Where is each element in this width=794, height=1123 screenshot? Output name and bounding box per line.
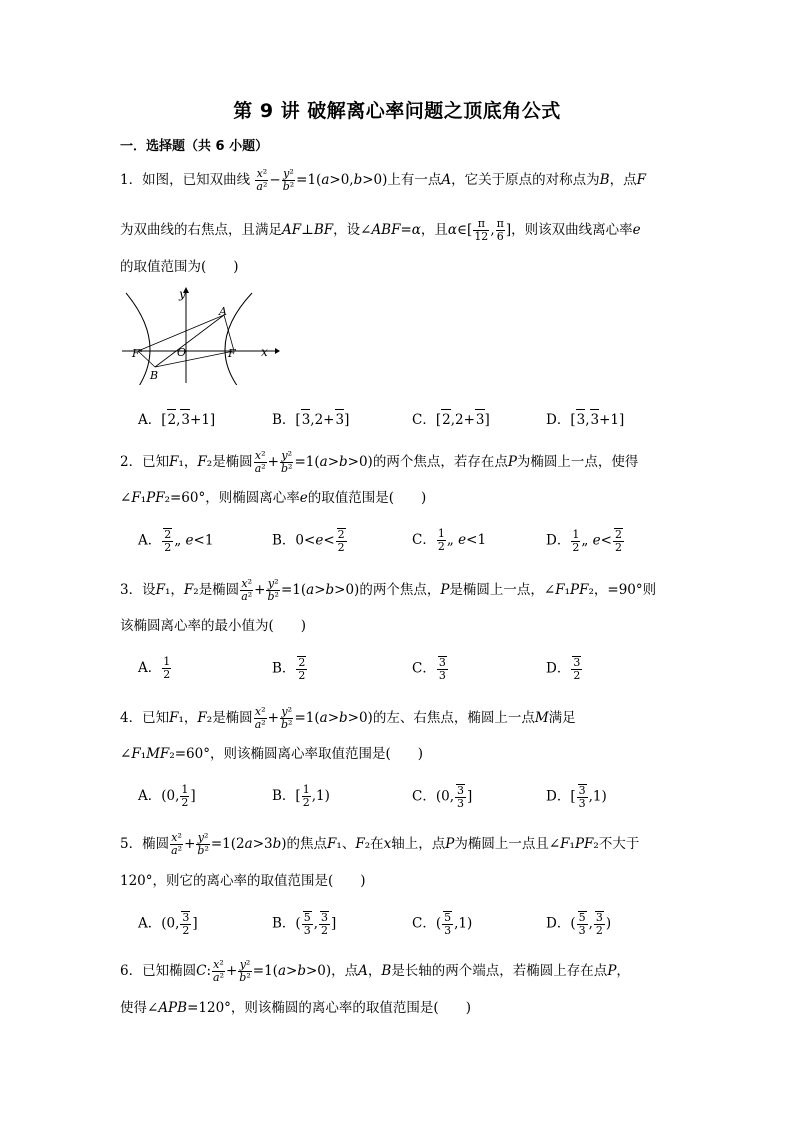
q2-line1: 2．已知F₁，F₂是椭圆 $\frac{\text{x²}}{\text{a²}}$ + $\frac{\text{y²}}{\text{b²}}$ =1(a>b>0)的两个焦点，若存在点P为椭圆上一点，使得 — [120, 449, 639, 475]
q1-option-b[interactable]: B．[3,2+3] — [272, 409, 349, 430]
fig-label-b: B — [150, 369, 159, 382]
q1-option-d[interactable]: D．[3,3+1] — [546, 409, 624, 430]
q6-line1: 6．已知椭圆C: $\frac{\text{x²}}{\text{a²}}$ + $\frac{\text{y²}}{\text{b²}}$ =1(a>b>0)，点A，B是长轴的两个端点，若椭圆上存在点P， — [120, 958, 630, 984]
q4-option-c[interactable]: C．(0, $\frac{3}{3}$ ] — [412, 784, 473, 810]
q4-option-a[interactable]: A．(0, $\frac{1}{2}$ ] — [138, 783, 196, 809]
q2-option-d[interactable]: D． $\frac{1}{2}$ „ e< $\frac{2}{2}$ — [546, 527, 622, 554]
q1-option-a[interactable]: A．[2,3+1] — [138, 409, 215, 430]
q3-option-d[interactable]: D． $\frac{3}{2}$ — [546, 656, 581, 682]
q5-option-c[interactable]: C．( $\frac{5}{3}$ ,1) — [412, 911, 473, 937]
q3-option-b[interactable]: B． $\frac{2}{2}$ — [272, 656, 306, 682]
q5-line1: 5．椭圆 $\frac{\text{x²}}{\text{a²}}$ + $\frac{\text{y²}}{\text{b²}}$ =1(2a>3b)的焦点F₁、F₂在x轴上，点P为椭圆上一点且∠F₁PF₂不大于 — [120, 831, 640, 857]
q1-option-c[interactable]: C．[2,2+3] — [412, 409, 490, 430]
page-title: 第 9 讲 破解离心率问题之顶底角公式 — [233, 100, 561, 122]
q4-option-d[interactable]: D．[ $\frac{3}{3}$ ,1) — [546, 784, 607, 810]
q3-line2: 该椭圆离心率的最小值为( ) — [120, 618, 307, 634]
q4-line1: 4．已知F₁，F₂是椭圆 $\frac{\text{x²}}{\text{a²}}$ + $\frac{\text{y²}}{\text{b²}}$ =1(a>b>0)的左、右焦点，椭圆上一点M满足 — [120, 705, 576, 731]
fig-label-o: O — [177, 346, 187, 359]
section-heading: 一．选择题（共 6 小题） — [120, 139, 269, 154]
fig-label-f: F — [228, 347, 236, 360]
q3-line1: 3．设F₁，F₂是椭圆 $\frac{\text{x²}}{\text{a²}}$ + $\frac{\text{y²}}{\text{b²}}$ =1(a>b>0)的两个焦点，P是椭圆上一点，∠F₁PF₂，=90°则 — [120, 577, 657, 603]
q4-line2: ∠F₁MF₂=60°，则该椭圆离心率取值范围是( ) — [120, 746, 424, 762]
q2-option-a[interactable]: A． $\frac{2}{2}$ „ e<1 — [138, 528, 214, 554]
q3-option-a[interactable]: A． $\frac{1}{2}$ — [138, 655, 171, 681]
q2-option-c[interactable]: C． $\frac{1}{2}$ „ e<1 — [412, 527, 487, 553]
q5-option-d[interactable]: D．( $\frac{5}{3}$ , $\frac{3}{2}$ ) — [546, 911, 612, 937]
q1-line3: 的取值范围为( ) — [120, 259, 239, 275]
q2-option-b[interactable]: B．0<e< $\frac{2}{2}$ — [272, 528, 345, 554]
q5-line2: 120°，则它的离心率的取值范围是( ) — [120, 873, 366, 889]
fig-label-f1: F' — [132, 347, 143, 360]
q3-option-c[interactable]: C． $\frac{3}{3}$ — [412, 656, 446, 682]
q5-option-b[interactable]: B．( $\frac{5}{3}$ , $\frac{3}{2}$ ] — [272, 911, 337, 937]
q4-option-b[interactable]: B．[ $\frac{1}{2}$ ,1) — [272, 783, 330, 809]
q5-option-a[interactable]: A．(0, $\frac{3}{2}$ ] — [138, 911, 198, 937]
q6-line2: 使得∠APB=120°，则该椭圆的离心率的取值范围是( ) — [120, 1000, 471, 1016]
hyperbola-figure — [120, 285, 280, 385]
q1-line2: 为双曲线的右焦点，且满足AF⊥BF，设∠ABF=α，且α∈[ $\frac{\pi}{12}$ , $\frac{\pi}{6}$ ]，则该双曲线离心率e — [120, 217, 641, 243]
q1-line1: 1．如图，已知双曲线 $\frac{\text{x²}}{\text{a²}}$ − $\frac{\text{y²}}{\text{b²}}$ =1(a>0,b>0)上有一点A，它关于原点的对称点为B，点F — [120, 167, 646, 193]
fig-label-y: y — [179, 287, 186, 301]
q2-line2: ∠F₁PF₂=60°，则椭圆离心率e的取值范围是( ) — [120, 490, 427, 506]
fig-label-a: A — [219, 305, 227, 318]
fig-label-x: x — [261, 345, 268, 359]
